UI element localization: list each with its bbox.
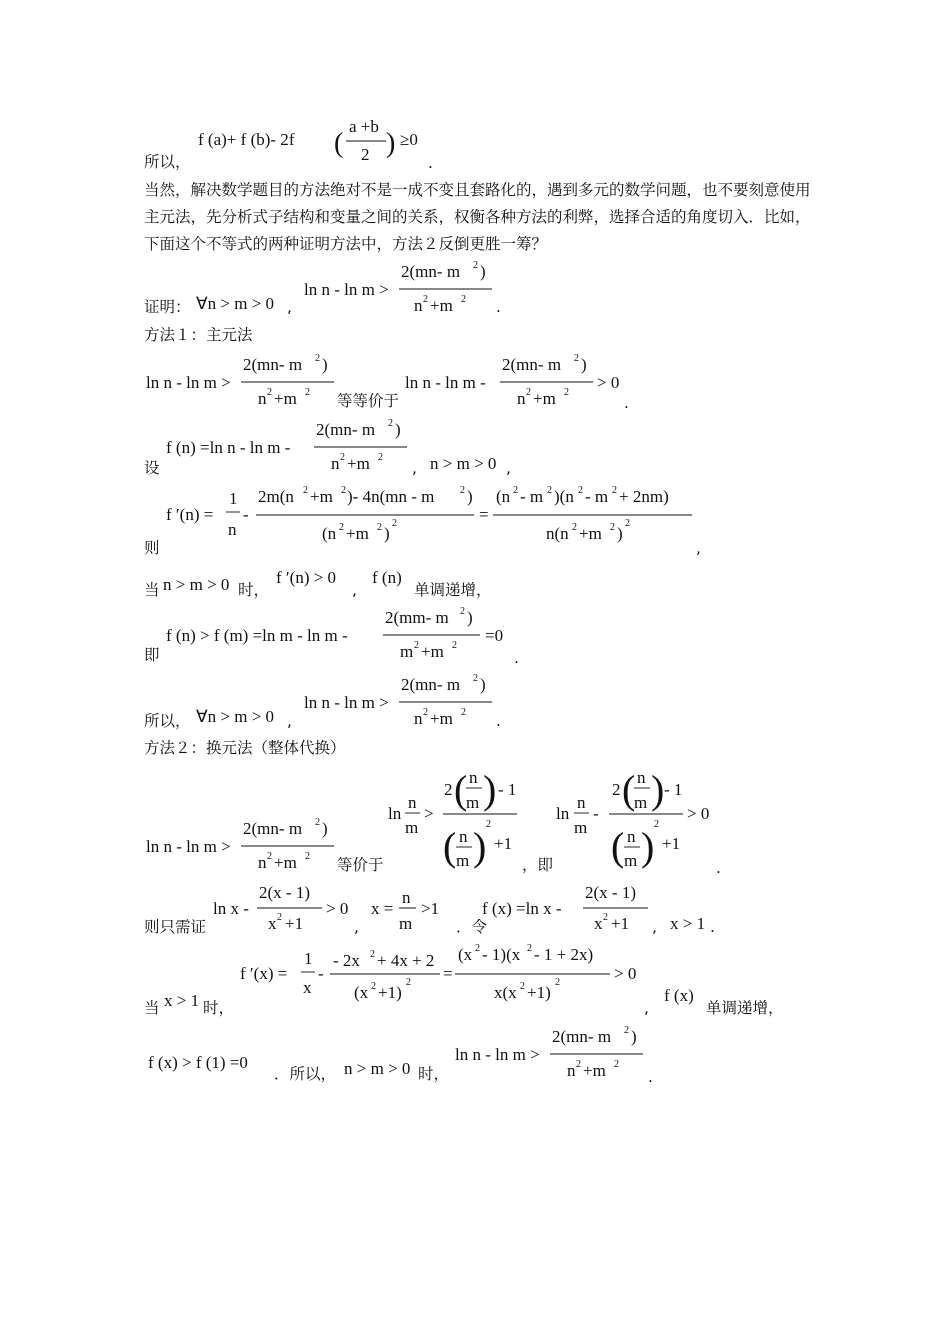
formula-target-2 — [304, 673, 492, 728]
svg-text:(n: (n — [496, 487, 511, 506]
svg-text:(: ( — [443, 824, 457, 869]
svg-text:n: n — [567, 1061, 576, 1080]
svg-text:=0: =0 — [485, 626, 504, 645]
svg-text:+ 4x + 2: + 4x + 2 — [377, 951, 435, 970]
svg-text:): ) — [395, 420, 401, 439]
formula-fx — [664, 986, 694, 1005]
svg-text:): ) — [631, 1027, 637, 1046]
svg-text:2: 2 — [370, 949, 375, 960]
punct-period: . — [496, 298, 501, 316]
svg-text:n: n — [228, 520, 237, 539]
svg-text:): ) — [651, 767, 665, 812]
svg-text:2: 2 — [574, 353, 579, 364]
svg-text:ln n - ln m -: ln n - ln m - — [405, 373, 486, 392]
formula-condition-3 — [344, 1059, 410, 1078]
svg-text:n: n — [627, 827, 636, 846]
svg-text:2: 2 — [473, 260, 478, 271]
svg-text:+1: +1 — [494, 834, 513, 853]
svg-text:+1: +1 — [285, 914, 304, 933]
svg-text:1: 1 — [229, 489, 238, 508]
svg-text:2: 2 — [423, 707, 428, 718]
formula-fn — [372, 568, 402, 587]
svg-text:=: = — [443, 964, 453, 983]
formula-condition-2 — [163, 575, 229, 594]
text-dandiao-1: 单调递增， — [414, 581, 492, 599]
svg-text:): ) — [473, 824, 487, 869]
svg-text:): ) — [480, 262, 486, 281]
svg-text:2: 2 — [475, 943, 480, 954]
punct-period: . — [648, 1068, 653, 1086]
svg-text:x: x — [268, 914, 277, 933]
svg-text:n: n — [258, 389, 267, 408]
svg-text:n: n — [402, 888, 411, 907]
svg-text:2: 2 — [414, 640, 419, 651]
svg-text:+m: +m — [583, 1061, 606, 1080]
svg-text:2: 2 — [520, 981, 525, 992]
svg-text:2: 2 — [305, 387, 310, 398]
svg-text:2: 2 — [377, 522, 382, 533]
svg-text:n: n — [331, 454, 340, 473]
svg-text:n: n — [414, 296, 423, 315]
text-ze: 则 — [144, 539, 160, 557]
text-she: 设 — [144, 459, 160, 477]
svg-text:+m: +m — [310, 487, 333, 506]
text-ling: ．令 — [456, 918, 488, 936]
svg-text:n: n — [414, 709, 423, 728]
svg-text:2: 2 — [392, 518, 397, 529]
svg-text:): ) — [617, 524, 623, 543]
svg-text:)(n: )(n — [554, 487, 574, 506]
svg-text:2(mn- m: 2(mn- m — [316, 420, 376, 439]
svg-text:∀n > m > 0: ∀n > m > 0 — [196, 294, 275, 313]
svg-text:2: 2 — [473, 673, 478, 684]
svg-text:2: 2 — [340, 452, 345, 463]
svg-text:2: 2 — [378, 452, 383, 463]
punct-comma: , — [506, 459, 511, 477]
svg-text:2: 2 — [277, 912, 282, 923]
punct-comma: , — [287, 712, 292, 730]
svg-text:f (n) =ln n - ln m -: f (n) =ln n - ln m - — [166, 438, 291, 457]
svg-text:2(mn- m: 2(mn- m — [243, 819, 303, 838]
text-dandiao-2: 单调递增， — [706, 999, 784, 1017]
svg-text:f (a)+ f (b)- 2f: f (a)+ f (b)- 2f — [198, 130, 295, 149]
svg-text:+ 2nm): + 2nm) — [619, 487, 669, 506]
svg-text:2: 2 — [388, 418, 393, 429]
svg-text:(: ( — [334, 128, 344, 159]
svg-text:x(x: x(x — [494, 983, 517, 1002]
formula-jensen — [198, 117, 418, 164]
svg-text:2: 2 — [460, 485, 465, 496]
svg-text:): ) — [581, 355, 587, 374]
formula-derivative-1 — [166, 485, 692, 543]
svg-text:2: 2 — [612, 485, 617, 496]
svg-text:2: 2 — [654, 819, 659, 830]
svg-text:2(mn- m: 2(mn- m — [502, 355, 562, 374]
formula-define-fx — [482, 883, 648, 933]
svg-text:> 0: > 0 — [597, 373, 620, 392]
svg-text:2: 2 — [267, 387, 272, 398]
svg-text:ln n - ln m >: ln n - ln m > — [304, 693, 389, 712]
svg-text:(x: (x — [354, 983, 369, 1002]
svg-text:): ) — [467, 487, 473, 506]
formula-method2-c — [556, 767, 709, 870]
text-dang-1: 当 — [144, 581, 160, 599]
svg-text:2: 2 — [267, 851, 272, 862]
svg-text:> 0: > 0 — [614, 964, 637, 983]
svg-text:2: 2 — [339, 522, 344, 533]
svg-text:f (n): f (n) — [372, 568, 402, 587]
formula-target-1 — [304, 260, 492, 315]
svg-text:n: n — [637, 768, 646, 787]
svg-text:): ) — [386, 128, 396, 159]
punct-comma: , — [696, 539, 701, 557]
svg-text:m: m — [574, 818, 588, 837]
svg-text:ln x -: ln x - — [213, 899, 249, 918]
svg-text:2: 2 — [576, 1059, 581, 1070]
svg-text:n: n — [577, 793, 586, 812]
svg-text:+1): +1) — [378, 983, 402, 1002]
punct-period: . — [624, 394, 629, 412]
svg-text:ln n - ln m >: ln n - ln m > — [455, 1045, 540, 1064]
svg-text:n: n — [517, 389, 526, 408]
svg-text:2: 2 — [578, 485, 583, 496]
svg-text:2(mn- m: 2(mn- m — [401, 262, 461, 281]
formula-conclusion — [455, 1025, 643, 1080]
punct-period: . — [428, 154, 433, 172]
punct-comma: , — [412, 459, 417, 477]
svg-text:x: x — [303, 978, 312, 997]
svg-text:a +b: a +b — [349, 117, 379, 136]
svg-text:n > m > 0: n > m > 0 — [430, 454, 497, 473]
svg-text:)- 4n(mn - m: )- 4n(mn - m — [347, 487, 435, 506]
text-zhengming: 证明： — [144, 298, 191, 316]
svg-text:m: m — [634, 793, 648, 812]
svg-text:f ′(n) > 0: f ′(n) > 0 — [276, 568, 337, 587]
svg-text:n > m > 0: n > m > 0 — [344, 1059, 411, 1078]
svg-text:2: 2 — [423, 294, 428, 305]
svg-text:2: 2 — [361, 145, 370, 164]
svg-text:≥0: ≥0 — [400, 130, 418, 149]
formula-method2-b — [388, 767, 517, 870]
svg-text:+m: +m — [274, 389, 297, 408]
svg-text:f (x): f (x) — [664, 986, 694, 1005]
svg-text:n: n — [459, 827, 468, 846]
svg-text:n: n — [258, 853, 267, 872]
svg-text:2(x - 1): 2(x - 1) — [259, 883, 310, 902]
formula-x-gt-1-b — [164, 991, 199, 1010]
svg-text:m: m — [456, 851, 470, 870]
svg-text:2: 2 — [460, 606, 465, 617]
svg-text:2: 2 — [305, 851, 310, 862]
svg-text:2: 2 — [610, 522, 615, 533]
formula-condition-1 — [430, 454, 496, 473]
svg-text:2: 2 — [614, 1059, 619, 1070]
punct-comma: , — [354, 918, 359, 936]
svg-text:2: 2 — [564, 387, 569, 398]
punct-period: . — [514, 649, 519, 667]
svg-text:+1: +1 — [611, 914, 630, 933]
formula-derivative-positive — [276, 568, 336, 587]
svg-text:+1: +1 — [662, 834, 681, 853]
text-shi-2: 时， — [203, 999, 235, 1017]
svg-text:): ) — [467, 608, 473, 627]
svg-text:+1): +1) — [527, 983, 551, 1002]
svg-text:- m: - m — [520, 487, 544, 506]
svg-text:2: 2 — [315, 353, 320, 364]
svg-text:(: ( — [611, 824, 625, 869]
svg-text:2: 2 — [486, 819, 491, 830]
formula-derivative-2 — [240, 943, 636, 1002]
svg-text:f ′(n) =: f ′(n) = — [166, 505, 214, 524]
svg-text:2: 2 — [371, 981, 376, 992]
text-dang-2: 当 — [144, 999, 160, 1017]
svg-text:2: 2 — [624, 1025, 629, 1036]
svg-text:- 1 + 2x): - 1 + 2x) — [534, 945, 594, 964]
svg-text:x > 1: x > 1 — [164, 991, 200, 1010]
svg-text:+m: +m — [274, 853, 297, 872]
svg-text:n > m > 0: n > m > 0 — [163, 575, 230, 594]
svg-text:f (x) > f (1) =0: f (x) > f (1) =0 — [148, 1053, 248, 1072]
formula-method1-a — [146, 353, 334, 408]
text-ji-2: ，即 — [522, 856, 554, 874]
punct-period: . — [716, 859, 721, 877]
svg-text:(n: (n — [322, 524, 337, 543]
formula-fx-gt-f1 — [148, 1053, 248, 1072]
formula-x-gt-1 — [670, 914, 705, 933]
formula-fn-gt-fm — [166, 606, 503, 661]
svg-text:x: x — [594, 914, 603, 933]
punct-period: . — [496, 712, 501, 730]
svg-text:m: m — [405, 818, 419, 837]
svg-text:(: ( — [454, 767, 468, 812]
svg-text:): ) — [322, 355, 328, 374]
svg-text:2: 2 — [527, 943, 532, 954]
svg-text:2: 2 — [444, 780, 453, 799]
svg-text:): ) — [384, 524, 390, 543]
svg-text:2: 2 — [555, 977, 560, 988]
svg-text:2(mm- m: 2(mm- m — [385, 608, 449, 627]
svg-text:n: n — [469, 768, 478, 787]
svg-text:2: 2 — [625, 518, 630, 529]
svg-text:2: 2 — [526, 387, 531, 398]
svg-text:(: ( — [622, 767, 636, 812]
svg-text:ln: ln — [556, 804, 570, 823]
svg-text:- 1: - 1 — [498, 780, 517, 799]
svg-text:>1: >1 — [421, 899, 440, 918]
text-dengjia-1: 等等价于 — [337, 392, 400, 410]
svg-text:): ) — [480, 675, 486, 694]
svg-text:ln: ln — [388, 804, 402, 823]
text-suoyi-3: ．所以， — [274, 1065, 337, 1083]
svg-text:2(x - 1): 2(x - 1) — [585, 883, 636, 902]
svg-text:=: = — [479, 505, 489, 524]
svg-text:): ) — [483, 767, 497, 812]
svg-text:m: m — [400, 642, 414, 661]
svg-text:2(mn- m: 2(mn- m — [401, 675, 461, 694]
intro-paragraph: 当然，解决数学题目的方法绝对不是一成不变且套路化的，遇到多元的数学问题，也不要刻意使用主元法，先分析式子结构和变量之间的关系，权衡各种方法的利弊，选择合适的角度切入．比如，下面这个不等式的两种证明方法中，方法２反倒更胜一筹？ — [144, 181, 811, 253]
punct-comma: , — [652, 918, 657, 936]
svg-text:2(mn- m: 2(mn- m — [552, 1027, 612, 1046]
svg-text:>: > — [424, 804, 434, 823]
svg-text:m: m — [624, 851, 638, 870]
svg-text:2: 2 — [461, 294, 466, 305]
svg-text:): ) — [322, 819, 328, 838]
svg-text:f ′(x) =: f ′(x) = — [240, 964, 288, 983]
svg-text:1: 1 — [304, 949, 313, 968]
text-zexu: 则只需证 — [144, 918, 207, 936]
svg-text:+m: +m — [579, 524, 602, 543]
svg-text:n: n — [408, 793, 417, 812]
punct-period: . — [710, 918, 715, 936]
formula-forall-2 — [196, 707, 274, 726]
punct-comma: , — [352, 581, 357, 599]
text-suoyi-1: 所以， — [144, 153, 191, 171]
svg-text:> 0: > 0 — [326, 899, 349, 918]
svg-text:> 0: > 0 — [687, 804, 710, 823]
method2-heading: 方法２：换元法（整体代换） — [144, 739, 346, 757]
formula-forall-1 — [196, 294, 274, 313]
svg-text:2(mn- m: 2(mn- m — [243, 355, 303, 374]
punct-comma: , — [287, 298, 292, 316]
svg-text:- m: - m — [585, 487, 609, 506]
svg-text:ln n - ln m >: ln n - ln m > — [146, 837, 231, 856]
svg-text:- 2x: - 2x — [333, 951, 360, 970]
text-shi-3: 时， — [418, 1065, 450, 1083]
formula-define-fn — [166, 418, 407, 473]
formula-reduced-ineq — [213, 883, 348, 933]
svg-text:2m(n: 2m(n — [258, 487, 294, 506]
svg-text:2: 2 — [603, 912, 608, 923]
svg-text:- 1: - 1 — [664, 780, 683, 799]
svg-text:+m: +m — [430, 296, 453, 315]
svg-text:+m: +m — [346, 524, 369, 543]
svg-text:2: 2 — [572, 522, 577, 533]
punct-comma: , — [644, 999, 649, 1017]
formula-method2-a — [146, 817, 334, 872]
svg-text:-: - — [593, 804, 599, 823]
svg-text:f (n) > f (m) =ln m - ln m -: f (n) > f (m) =ln m - ln m - — [166, 626, 348, 645]
method1-heading: 方法１：主元法 — [144, 326, 253, 344]
svg-text:2: 2 — [341, 485, 346, 496]
svg-text:m: m — [399, 914, 413, 933]
svg-text:): ) — [641, 824, 655, 869]
svg-text:2: 2 — [547, 485, 552, 496]
svg-text:2: 2 — [461, 707, 466, 718]
svg-text:+m: +m — [421, 642, 444, 661]
svg-text:2: 2 — [513, 485, 518, 496]
svg-text:- 1)(x: - 1)(x — [482, 945, 521, 964]
formula-method1-b — [405, 353, 619, 408]
svg-text:m: m — [466, 793, 480, 812]
svg-text:-: - — [243, 505, 249, 524]
svg-text:2: 2 — [303, 485, 308, 496]
svg-text:(x: (x — [458, 945, 473, 964]
svg-text:x =: x = — [371, 899, 394, 918]
svg-text:2: 2 — [612, 780, 621, 799]
svg-text:f (x) =ln x -: f (x) =ln x - — [482, 899, 562, 918]
svg-text:ln n - ln m >: ln n - ln m > — [304, 280, 389, 299]
svg-text:2: 2 — [315, 817, 320, 828]
svg-text:x > 1: x > 1 — [670, 914, 706, 933]
formula-substitution — [371, 888, 439, 933]
svg-text:+m: +m — [533, 389, 556, 408]
text-dengjia-2: 等价于 — [337, 856, 384, 874]
svg-text:ln n - ln m >: ln n - ln m > — [146, 373, 231, 392]
text-ji: 即 — [144, 646, 160, 664]
svg-text:-: - — [318, 964, 324, 983]
svg-text:n(n: n(n — [546, 524, 569, 543]
text-shi-1: 时， — [238, 581, 270, 599]
svg-text:∀n > m > 0: ∀n > m > 0 — [196, 707, 275, 726]
svg-text:2: 2 — [406, 977, 411, 988]
text-suoyi-2: 所以， — [144, 712, 191, 730]
svg-text:2: 2 — [452, 640, 457, 651]
svg-text:+m: +m — [430, 709, 453, 728]
svg-text:+m: +m — [347, 454, 370, 473]
